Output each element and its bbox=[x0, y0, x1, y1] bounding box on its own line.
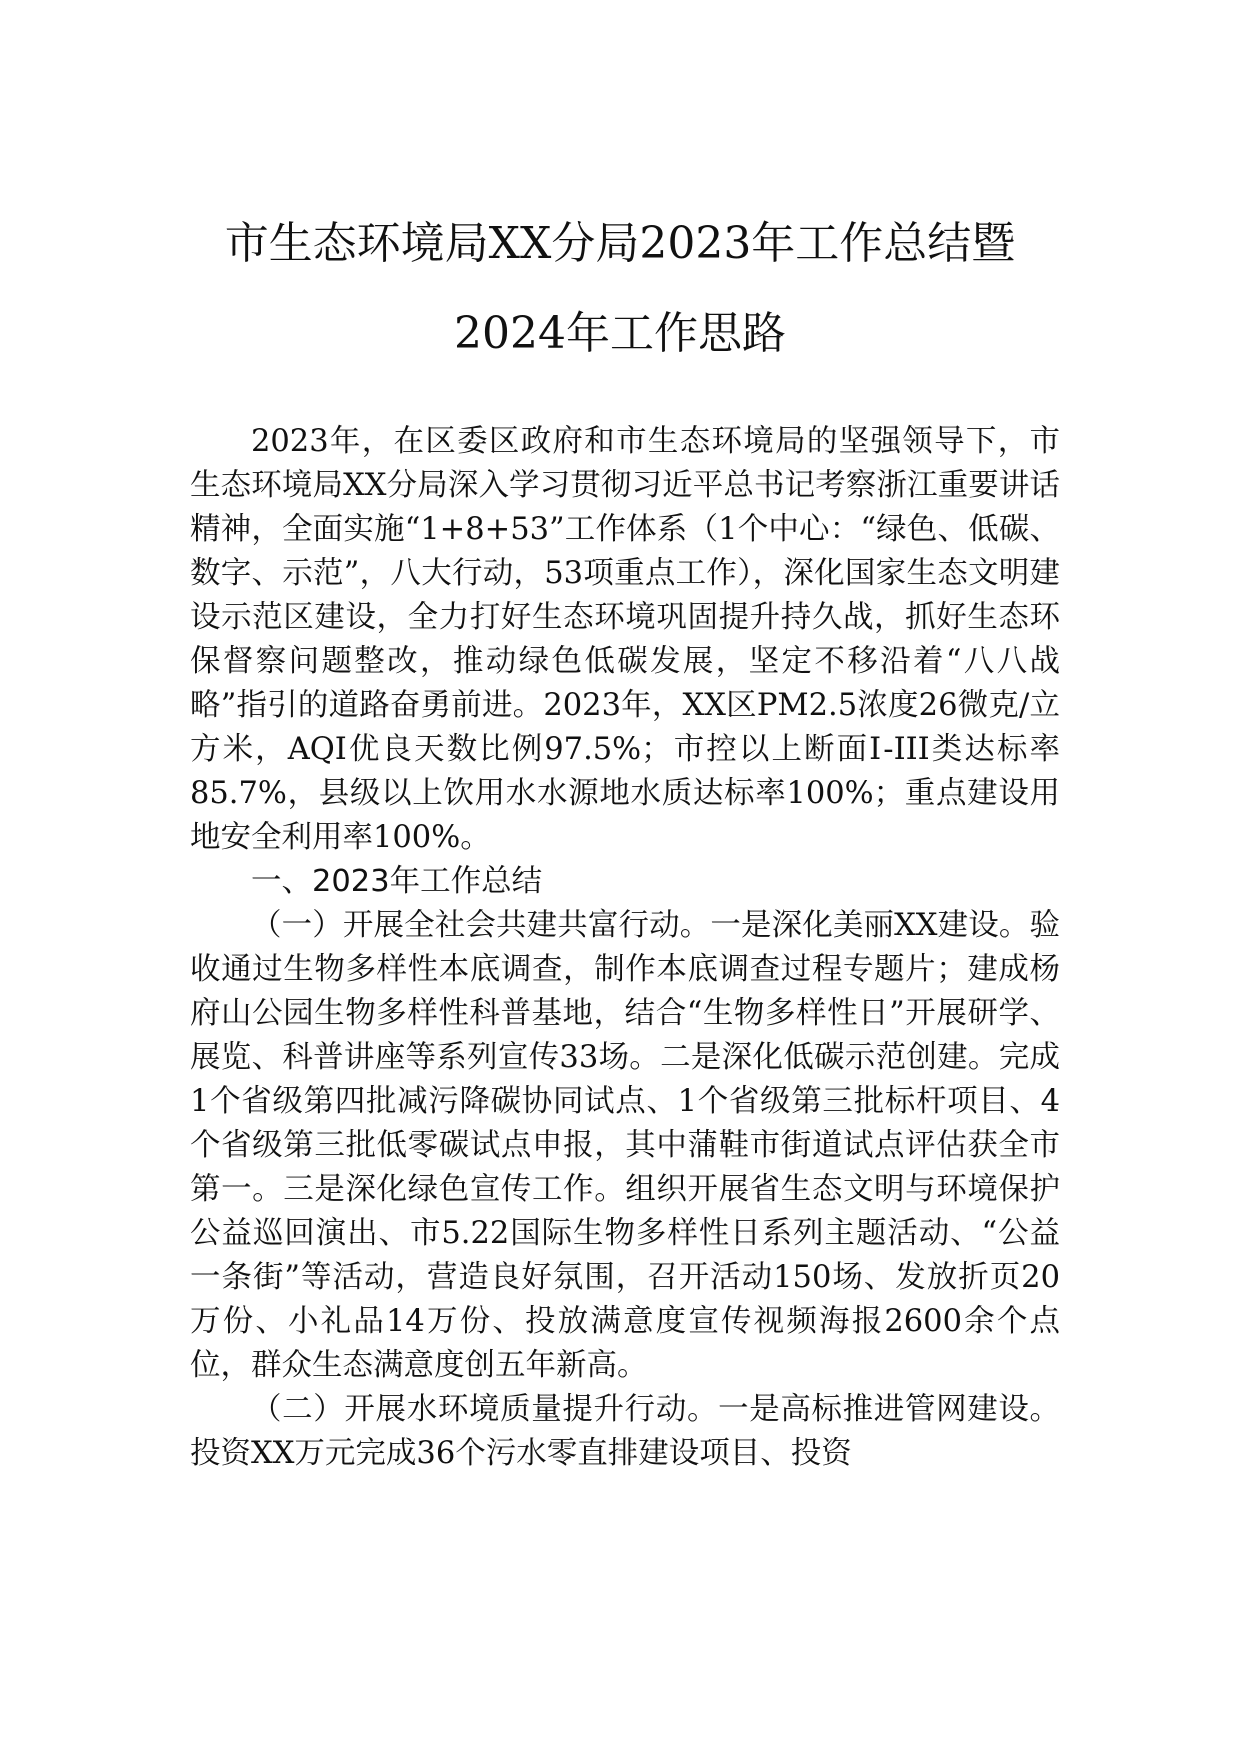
subsection-paragraph: （二）开展水环境质量提升行动。一是高标推进管网建设。投资XX万元完成36个污水零直排建设项目、投资 bbox=[190, 1392, 1060, 1471]
document-body bbox=[190, 420, 1060, 1476]
document-title-line-1: 市生态环境局XX分局2023年工作总结暨 bbox=[224, 218, 1016, 269]
section-heading: 一、2023年工作总结 bbox=[251, 864, 543, 899]
subsection-paragraph: （一）开展全社会共建共富行动。一是深化美丽XX建设。验收通过生物多样性本底调查，制作本底调查过程专题片；建成杨府山公园生物多样性科普基地，结合“生物多样性日”开展研学、展览、科普讲座等系列宣传33场。二是深化低碳示范创建。完成1个省级第四批减污降碳协同试点、1个省级第三批标杆项目、4个省级第三批低零碳试点申报，其中蒲鞋市街道试点评估获全市第一。三是深化绿色宣传工作。组织开展省生态文明与环境保护公益巡回演出、市5.22国际生物多样性日系列主题活动、“公益一条街”等活动，营造良好氛围，召开活动150场、发放折页20万份、小礼品14万份、投放满意度宣传视频海报2600余个点位，群众生态满意度创五年新高。 bbox=[190, 908, 1060, 1383]
intro-paragraph: 2023年，在区委区政府和市生态环境局的坚强领导下，市生态环境局XX分局深入学习贯彻习近平总书记考察浙江重要讲话精神，全面实施“1+8+53”工作体系（1个中心：“绿色、低碳、数字、示范”，八大行动，53项重点工作），深化国家生态文明建设示范区建设，全力打好生态环境巩固提升持久战，抓好生态环保督察问题整改，推动绿色低碳发展，坚定不移沿着“八八战略”指引的道路奋勇前进。2023年，XX区PM2.5浓度26微克/立方米，AQI优良天数比例97.5%；市控以上断面Ⅰ-III类达标率85.7%，县级以上饮用水水源地水质达标率100%；重点建设用地安全利用率100%。 bbox=[190, 424, 1060, 855]
document-title-line-2: 2024年工作思路 bbox=[454, 308, 786, 359]
